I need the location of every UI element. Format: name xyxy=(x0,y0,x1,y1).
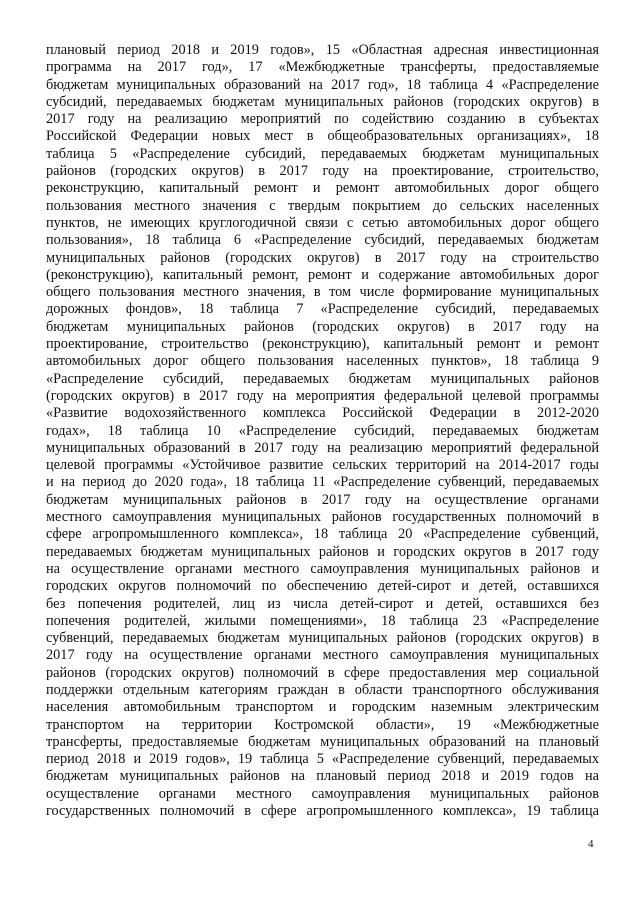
text-line: попечения родителей, жилыми помещениями», 18 таблица 23 «Распределение xyxy=(46,612,599,629)
text-line: бюджетам муниципальных районов (городских округов) в 2017 году на xyxy=(46,318,599,335)
page-number: 4 xyxy=(588,838,594,850)
text-line: плановый период 2018 и 2019 годов», 15 «Областная адресная инвестиционная xyxy=(46,42,599,58)
text-line: муниципальных районов (городских округов) в 2017 году на строительство xyxy=(46,249,599,266)
text-line: проектирование, строительство (реконструкцию), капитальный ремонт и ремонт xyxy=(46,336,599,353)
text-line: дорожных фондов», 18 таблица 7 «Распределение субсидий, передаваемых xyxy=(46,301,599,318)
text-line: реконструкцию, капитальный ремонт и ремонт автомобильных дорог общего xyxy=(46,180,599,197)
text-line: 2017 году на осуществление органами местного самоуправления муниципальных xyxy=(46,647,599,664)
text-line: (реконструкцию), капитальный ремонт, ремонт и содержание автомобильных дорог xyxy=(46,266,599,283)
text-line: транспортом на территории Костромской области», 19 «Межбюджетные xyxy=(46,716,599,733)
text-line: без попечения родителей, лиц из числа детей-сирот и детей, оставшихся без xyxy=(46,595,599,612)
text-line: пользования», 18 таблица 6 «Распределение субсидий, передаваемых бюджетам xyxy=(46,232,599,249)
text-line: городских округов полномочий по обеспечению детей-сирот и детей, оставшихся xyxy=(46,578,599,595)
text-line: бюджетам муниципальных районов в 2017 году на осуществление органами xyxy=(46,491,599,508)
text-line: общего пользования местного значения, в том числе формирование муниципальных xyxy=(46,284,599,301)
text-line: государственных полномочий в сфере агропромышленного комплекса», 19 таблица xyxy=(46,803,599,820)
text-line: районов (городских округов) полномочий в сфере предоставления мер социальной xyxy=(46,664,599,681)
text-line: целевой программы «Устойчивое развитие сельских территорий на 2014-2017 годы xyxy=(46,457,599,474)
text-line: «Развитие водохозяйственного комплекса Российской Федерации в 2012-2020 xyxy=(46,405,599,422)
text-line: пунктов, не имеющих круглогодичной связи с сетью автомобильных дорог общего xyxy=(46,214,599,231)
text-line: сфере агропромышленного комплекса», 18 таблица 20 «Распределение субвенций, xyxy=(46,526,599,543)
text-line: поддержки отдельным категориям граждан в области транспортного обслуживания xyxy=(46,681,599,698)
text-line: автомобильных дорог общего пользования населенных пунктов», 18 таблица 9 xyxy=(46,353,599,370)
text-line: населения автомобильным транспортом и городским наземным электрическим xyxy=(46,699,599,716)
text-line: субвенций, передаваемых бюджетам муниципальных районов (городских округов) в xyxy=(46,630,599,647)
text-line: бюджетам муниципальных образований на 2017 год», 18 таблица 4 «Распределение xyxy=(46,76,599,93)
text-line: программа на 2017 год», 17 «Межбюджетные трансферты, предоставляемые xyxy=(46,59,599,76)
text-line: «Распределение субсидий, передаваемых бюджетам муниципальных районов xyxy=(46,370,599,387)
text-line: районов (городских округов) в 2017 году на проектирование, строительство, xyxy=(46,163,599,180)
text-line: таблица 5 «Распределение субсидий, передаваемых бюджетам муниципальных xyxy=(46,145,599,162)
text-line: трансферты, предоставляемые бюджетам муниципальных образований на плановый xyxy=(46,733,599,750)
toc-body-text xyxy=(46,42,599,820)
text-line: муниципальных образований в 2017 году на реализацию мероприятий федеральной xyxy=(46,439,599,456)
text-line: 2017 году на реализацию мероприятий по содействию созданию в субъектах xyxy=(46,111,599,128)
text-line: Российской Федерации новых мест в общеобразовательных организациях», 18 xyxy=(46,128,599,145)
text-line: (городских округов) в 2017 году на мероприятия федеральной целевой программы xyxy=(46,387,599,404)
text-line: субсидий, передаваемых бюджетам муниципальных районов (городских округов) в xyxy=(46,93,599,110)
text-line: осуществление органами местного самоуправления муниципальных районов xyxy=(46,785,599,802)
text-line: передаваемых бюджетам муниципальных районов и городских округов в 2017 году xyxy=(46,543,599,560)
text-line: бюджетам муниципальных районов на плановый период 2018 и 2019 годов на xyxy=(46,768,599,785)
text-line: годах», 18 таблица 10 «Распределение субсидий, передаваемых бюджетам xyxy=(46,422,599,439)
text-line: период 2018 и 2019 годов», 19 таблица 5 «Распределение субвенций, передаваемых xyxy=(46,751,599,768)
text-line: на осуществление органами местного самоуправления муниципальных районов и xyxy=(46,560,599,577)
text-line: местного самоуправления муниципальных районов государственных полномочий в xyxy=(46,509,599,526)
text-line: пользования местного значения с твердым покрытием до сельских населенных xyxy=(46,197,599,214)
text-line: и на период до 2020 года», 18 таблица 11 «Распределение субвенций, передаваемых xyxy=(46,474,599,491)
